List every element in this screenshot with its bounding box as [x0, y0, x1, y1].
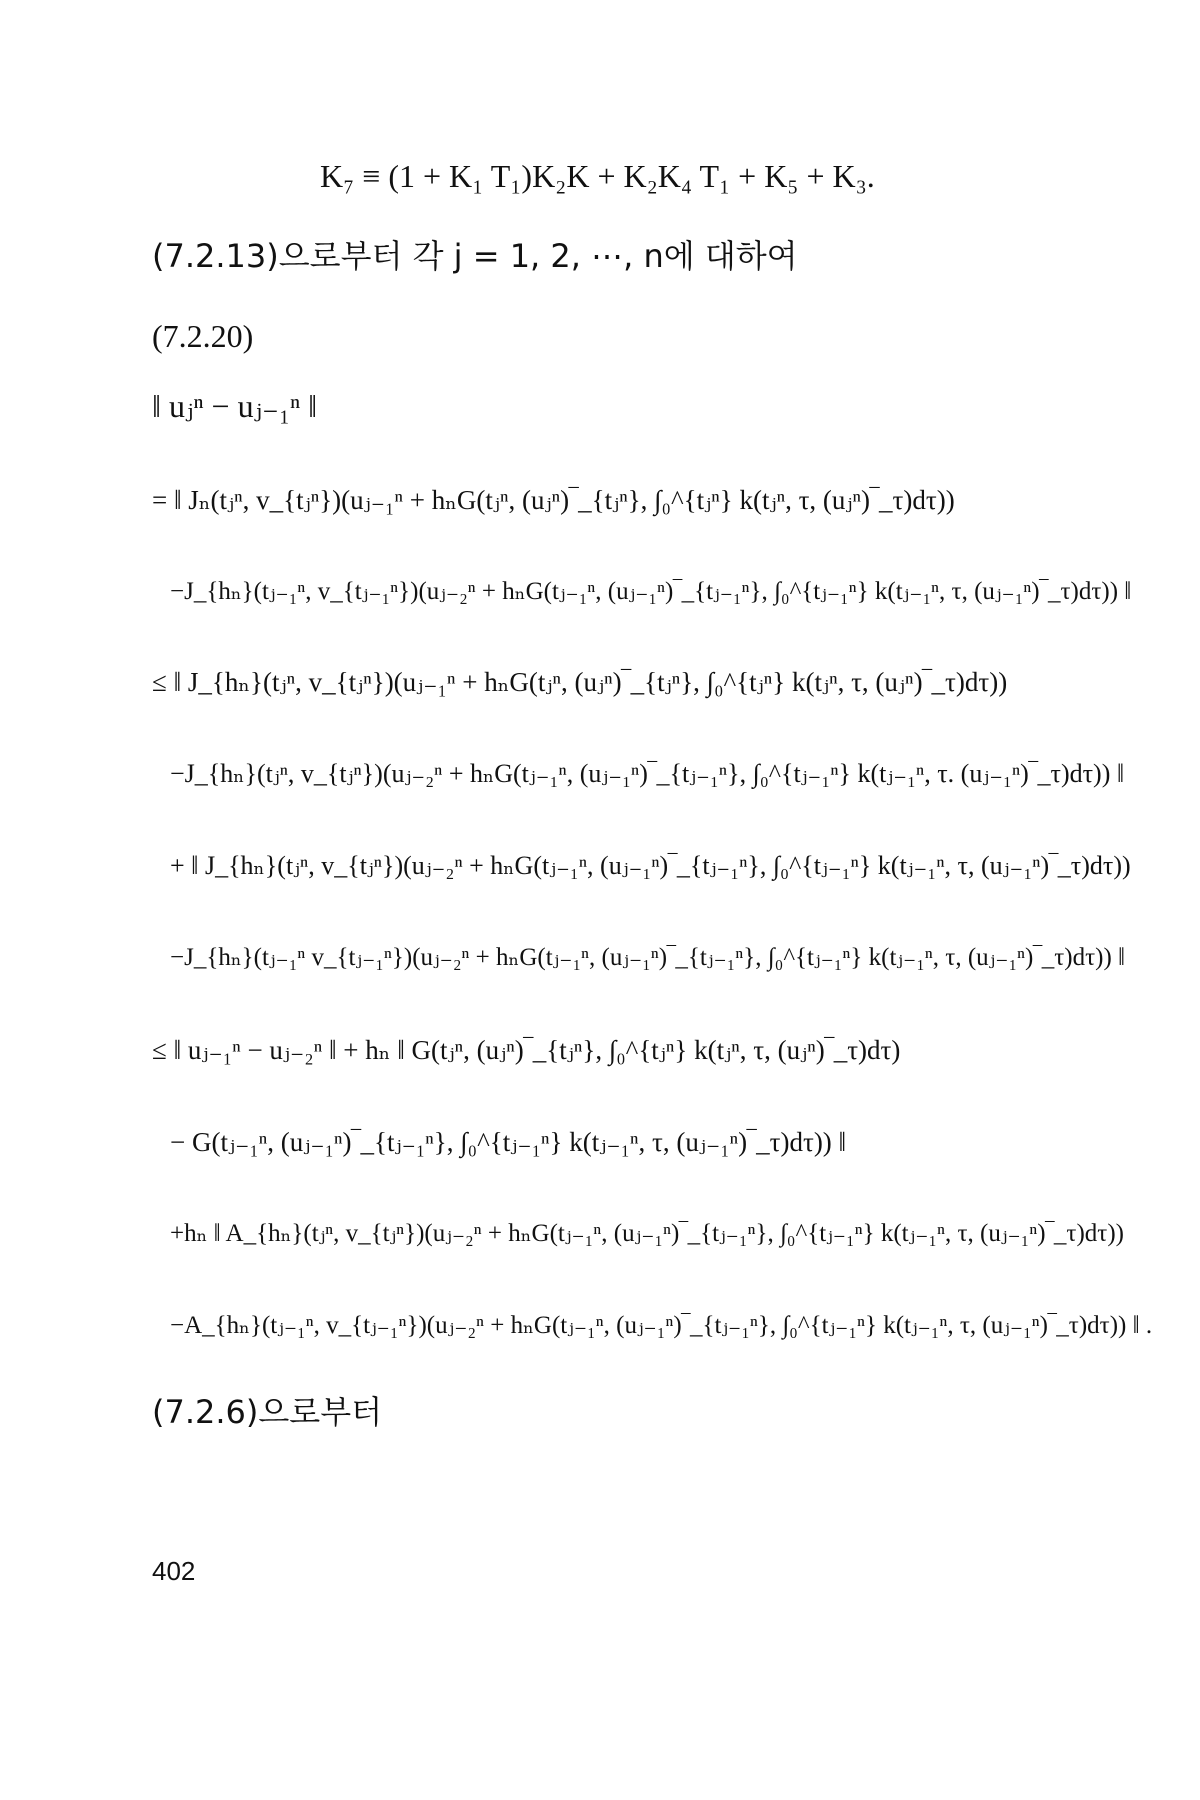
k7-definition: K₇ ≡ (1 + K₁ T₁)K₂K + K₂K₄ T₁ + K₅ + K₃. — [320, 158, 875, 194]
equation-line-7: ≤ ‖ uⱼ₋₁ⁿ − uⱼ₋₂ⁿ ‖ + hₙ ‖ G(tⱼⁿ, (uⱼⁿ)‾_{tⱼⁿ}, ∫₀^{tⱼⁿ} k(tⱼⁿ, τ, (uⱼⁿ)‾_τ)dτ) — [152, 1035, 901, 1065]
equation-line-4: −J_{hₙ}(tⱼⁿ, v_{tⱼⁿ})(uⱼ₋₂ⁿ + hₙG(tⱼ₋₁ⁿ, (uⱼ₋₁ⁿ)‾_{tⱼ₋₁ⁿ}, ∫₀^{tⱼ₋₁ⁿ} k(tⱼ₋₁ⁿ, τ. (uⱼ₋₁ⁿ)‾_τ)dτ)) ‖ — [170, 759, 1125, 788]
equation-line-2: −J_{hₙ}(tⱼ₋₁ⁿ, v_{tⱼ₋₁ⁿ})(uⱼ₋₂ⁿ + hₙG(tⱼ₋₁ⁿ, (uⱼ₋₁ⁿ)‾_{tⱼ₋₁ⁿ}, ∫₀^{tⱼ₋₁ⁿ} k(tⱼ₋₁ⁿ, τ, (uⱼ₋₁ⁿ)‾_τ)dτ)) ‖ — [170, 578, 1132, 605]
equation-lhs: ‖ uⱼⁿ − uⱼ₋₁ⁿ ‖ — [152, 388, 318, 424]
equation-line-3: ≤ ‖ J_{hₙ}(tⱼⁿ, v_{tⱼⁿ})(uⱼ₋₁ⁿ + hₙG(tⱼⁿ, (uⱼⁿ)‾_{tⱼⁿ}, ∫₀^{tⱼⁿ} k(tⱼⁿ, τ, (uⱼⁿ)‾_τ)dτ)) — [152, 667, 1008, 697]
text-line-from-726: (7.2.6)으로부터 — [152, 1393, 383, 1431]
page-number: 402 — [152, 1556, 196, 1586]
equation-line-6: −J_{hₙ}(tⱼ₋₁ⁿ v_{tⱼ₋₁ⁿ})(uⱼ₋₂ⁿ + hₙG(tⱼ₋₁ⁿ, (uⱼ₋₁ⁿ)‾_{tⱼ₋₁ⁿ}, ∫₀^{tⱼ₋₁ⁿ} k(tⱼ₋₁ⁿ, τ, (uⱼ₋₁ⁿ)‾_τ)dτ)) ‖ — [170, 944, 1126, 971]
equation-line-1: = ‖ Jₙ(tⱼⁿ, v_{tⱼⁿ})(uⱼ₋₁ⁿ + hₙG(tⱼⁿ, (uⱼⁿ)‾_{tⱼⁿ}, ∫₀^{tⱼⁿ} k(tⱼⁿ, τ, (uⱼⁿ)‾_τ)dτ)) — [152, 485, 955, 515]
text-line-intro: (7.2.13)으로부터 각 j = 1, 2, ⋯, n에 대하여 — [152, 237, 798, 275]
equation-line-8: − G(tⱼ₋₁ⁿ, (uⱼ₋₁ⁿ)‾_{tⱼ₋₁ⁿ}, ∫₀^{tⱼ₋₁ⁿ} k(tⱼ₋₁ⁿ, τ, (uⱼ₋₁ⁿ)‾_τ)dτ)) ‖ — [170, 1127, 847, 1157]
equation-number: (7.2.20) — [152, 318, 254, 354]
equation-line-9: +hₙ ‖ A_{hₙ}(tⱼⁿ, v_{tⱼⁿ})(uⱼ₋₂ⁿ + hₙG(tⱼ₋₁ⁿ, (uⱼ₋₁ⁿ)‾_{tⱼ₋₁ⁿ}, ∫₀^{tⱼ₋₁ⁿ} k(tⱼ₋₁ⁿ, τ, (uⱼ₋₁ⁿ)‾_τ)dτ)) — [170, 1220, 1124, 1247]
equation-line-5: + ‖ J_{hₙ}(tⱼⁿ, v_{tⱼⁿ})(uⱼ₋₂ⁿ + hₙG(tⱼ₋₁ⁿ, (uⱼ₋₁ⁿ)‾_{tⱼ₋₁ⁿ}, ∫₀^{tⱼ₋₁ⁿ} k(tⱼ₋₁ⁿ, τ, (uⱼ₋₁ⁿ)‾_τ)dτ)) — [170, 851, 1131, 880]
equation-line-10: −A_{hₙ}(tⱼ₋₁ⁿ, v_{tⱼ₋₁ⁿ})(uⱼ₋₂ⁿ + hₙG(tⱼ₋₁ⁿ, (uⱼ₋₁ⁿ)‾_{tⱼ₋₁ⁿ}, ∫₀^{tⱼ₋₁ⁿ} k(tⱼ₋₁ⁿ, τ, (uⱼ₋₁ⁿ)‾_τ)dτ)) ‖ . — [170, 1312, 1153, 1339]
